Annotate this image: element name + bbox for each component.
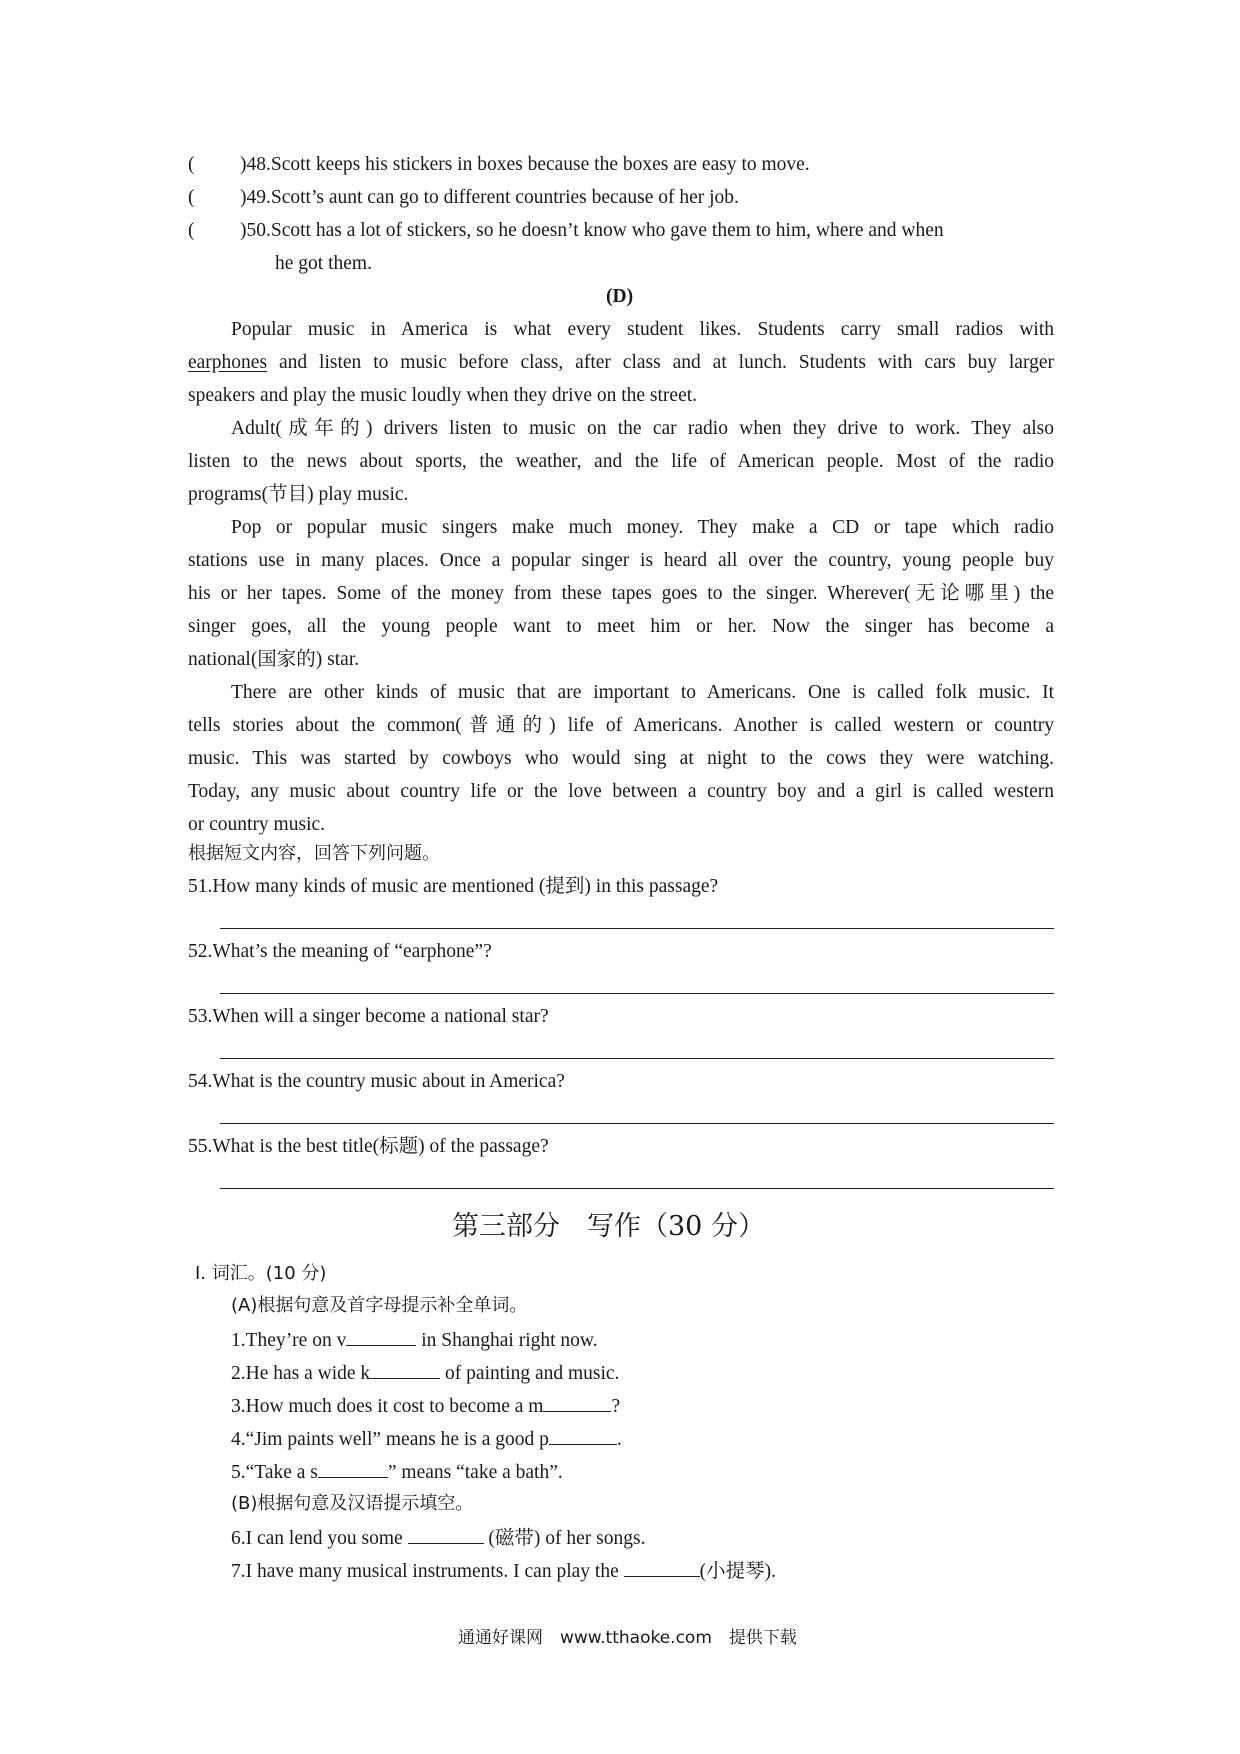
answer-bracket[interactable]: (	[188, 187, 195, 208]
passage-line: speakers and play the music loudly when they drive on the street.	[188, 385, 698, 406]
passage-line: Adult(成年的) drivers listen to music on the car radio when they drive to work. They also	[231, 418, 1054, 439]
tf-statement: 50.Scott has a lot of stickers, so he doesn’t know who gave them to him, where and when	[246, 220, 944, 241]
passage-line	[188, 351, 1054, 375]
instruction: 根据短文内容，回答下列问题。	[188, 843, 440, 864]
answer-line-54[interactable]	[220, 1123, 1054, 1124]
fill-blank[interactable]	[624, 1558, 700, 1577]
tf-statement: 48.Scott keeps his stickers in boxes because the boxes are easy to move.	[246, 154, 810, 175]
vocab-item-6: 6.I can lend you some (磁带) of her songs.	[231, 1525, 645, 1551]
footer-credit: 通通好课网 www.tthaoke.com 提供下载	[458, 1628, 797, 1648]
underlined-word: earphones	[188, 352, 268, 373]
passage-line: music. This was started by cowboys who would sing at night to the cows they were watching.	[188, 748, 1054, 769]
passage-line: programs(节目) play music.	[188, 484, 409, 505]
passage-line: Popular music in America is what every student likes. Students carry small radios with	[231, 319, 1054, 340]
answer-line-52[interactable]	[220, 993, 1054, 994]
passage-line: singer goes, all the young people want to meet him or her. Now the singer has become a	[188, 616, 1054, 637]
section-d-heading: (D)	[606, 286, 634, 307]
vocab-item-7: 7.I have many musical instruments. I can play the (小提琴).	[231, 1558, 776, 1584]
tf-item-50-continued: he got them.	[275, 253, 372, 274]
passage-line: listen to the news about sports, the weather, and the life of American people. Most of the radio	[188, 451, 1054, 472]
answer-line-55[interactable]	[220, 1188, 1054, 1189]
passage-line: tells stories about the common(普通的) life of Americans. Another is called western or country	[188, 715, 1054, 736]
tf-statement: 49.Scott’s aunt can go to different countries because of her job.	[246, 187, 739, 208]
passage-line: stations use in many places. Once a popular singer is heard all over the country, young people buy	[188, 550, 1054, 571]
vocab-item-1: 1.They’re on v in Shanghai right now.	[231, 1327, 598, 1353]
bracket-close: )	[240, 187, 247, 208]
fill-blank[interactable]	[370, 1360, 440, 1379]
fill-blank[interactable]	[408, 1525, 484, 1544]
passage-line: national(国家的) star.	[188, 649, 360, 670]
question-51: 51.How many kinds of music are mentioned (提到) in this passage?	[188, 876, 719, 897]
passage-line: his or her tapes. Some of the money from these tapes goes to the singer. Wherever(无论哪里) the	[188, 583, 1054, 604]
sub-b-instruction: (B)根据句意及汉语提示填空。	[231, 1493, 474, 1514]
answer-line-51[interactable]	[220, 928, 1054, 929]
passage-line: There are other kinds of music that are important to Americans. One is called folk music. It	[231, 682, 1054, 703]
passage-line: Today, any music about country life or the love between a country boy and a girl is called western	[188, 781, 1054, 802]
question-53: 53.When will a singer become a national star?	[188, 1006, 549, 1027]
sub-a-instruction: (A)根据句意及首字母提示补全单词。	[231, 1295, 528, 1316]
answer-bracket[interactable]: (	[188, 220, 195, 241]
passage-line: or country music.	[188, 814, 326, 835]
passage-line: Pop or popular music singers make much money. They make a CD or tape which radio	[231, 517, 1054, 538]
question-52: 52.What’s the meaning of “earphone”?	[188, 941, 492, 962]
vocab-item-5: 5.“Take a s ” means “take a bath”.	[231, 1459, 563, 1485]
vocab-item-2: 2.He has a wide k of painting and music.	[231, 1360, 619, 1386]
bracket-close: )	[240, 220, 247, 241]
fill-blank[interactable]	[543, 1393, 611, 1412]
passage-text: and listen to music before class, after class and at lunch. Students with cars buy larger	[278, 352, 1055, 373]
answer-bracket[interactable]: (	[188, 154, 195, 175]
answer-line-53[interactable]	[220, 1058, 1054, 1059]
vocab-section-label: Ⅰ. 词汇。(10 分)	[195, 1263, 327, 1284]
part3-title: 第三部分 写作（30 分）	[452, 1211, 765, 1242]
fill-blank[interactable]	[549, 1426, 617, 1445]
fill-blank[interactable]	[346, 1327, 416, 1346]
question-55: 55.What is the best title(标题) of the passage?	[188, 1136, 549, 1157]
bracket-close: )	[240, 154, 247, 175]
question-54: 54.What is the country music about in America?	[188, 1071, 565, 1092]
fill-blank[interactable]	[318, 1459, 388, 1478]
vocab-item-4: 4.“Jim paints well” means he is a good p .	[231, 1426, 622, 1452]
vocab-item-3: 3.How much does it cost to become a m ?	[231, 1393, 620, 1419]
